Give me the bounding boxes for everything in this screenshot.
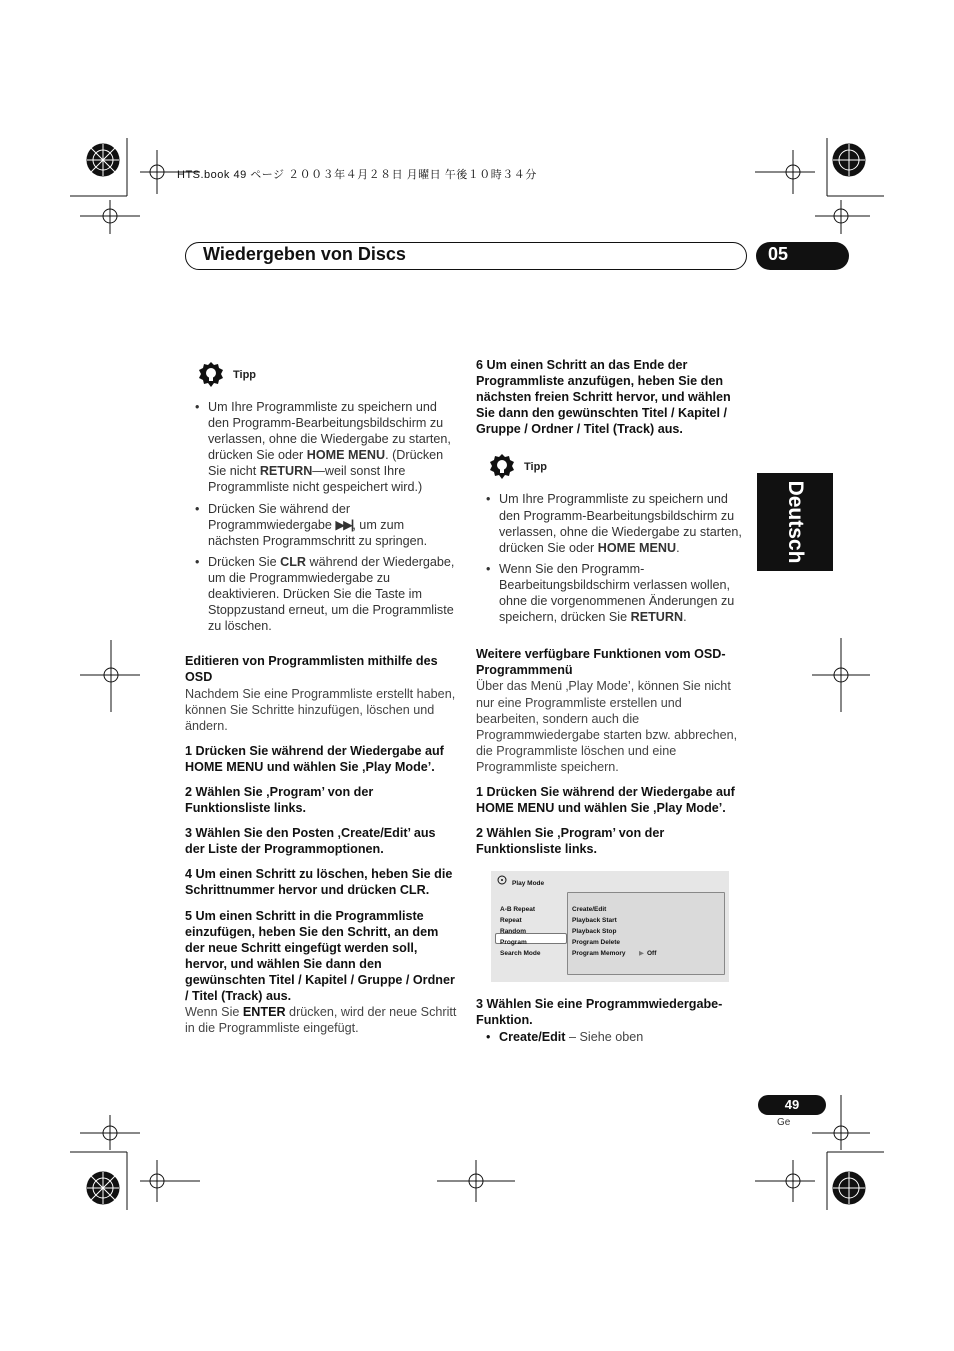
tip-lightbulb-icon	[488, 453, 516, 481]
osd-left-item-selected: Program	[500, 939, 527, 947]
chapter-number: 05	[756, 242, 849, 270]
step-5: 5 Um einen Schritt in die Programmliste einzufügen, heben Sie den Schritt, an dem der neue Schritt eingefügt werden soll, hervor, und wählen Sie dann den gewünschten Titel / Kapitel / Gruppe / Ordner / Titel (Track) aus.	[185, 908, 455, 1003]
osd-left-item: Search Mode	[500, 950, 541, 958]
osd-right-item: Program Delete	[572, 939, 621, 947]
section-intro: Über das Menü ‚Play Mode’, können Sie nicht nur eine Programmliste erstellen und bearbeiten, sondern auch die Programmwiedergabe starten bzw. abbrechen, die Programmliste löschen und eine Programmliste speichern.	[476, 679, 738, 774]
step-1: 1 Drücken Sie während der Wiedergabe auf HOME MENU und wählen Sie ‚Play Mode’.	[185, 743, 444, 774]
osd-left-item: Random	[500, 928, 526, 936]
step-1: 1 Drücken Sie während der Wiedergabe auf HOME MENU und wählen Sie ‚Play Mode’.	[476, 784, 735, 816]
osd-memory-value: Off	[647, 950, 657, 958]
osd-title: Play Mode	[512, 880, 545, 888]
step-2: 2 Wählen Sie ‚Program’ von der Funktionsliste links.	[476, 826, 665, 857]
step-3-bullet: • Create/Edit – Siehe oben	[476, 1029, 744, 1045]
step-4: 4 Um einen Schritt zu löschen, heben Sie die Schrittnummer hervor und drücken CLR.	[185, 867, 453, 898]
tip-bullet: • Drücken Sie während der Programmwiedergabe ▶▶|, um zum nächsten Programmschritt zu springen.	[185, 501, 457, 549]
tip-bullet: • Um Ihre Programmliste zu speichern und den Programm-Bearbeitungsbildschirm zu verlassen, ohne die Wiedergabe zu starten, drücken Sie oder HOME MENU.	[476, 491, 744, 555]
language-side-tab	[757, 473, 833, 571]
osd-right-item: Playback Start	[572, 917, 617, 925]
triangle-right-icon: ▶	[639, 950, 644, 958]
section-heading: Weitere verfügbare Funktionen vom OSD-Programmmenü	[476, 647, 726, 678]
disc-icon	[497, 875, 509, 885]
page-language-code: Ge	[777, 1117, 791, 1128]
section-heading: Editieren von Programmlisten mithilfe des OSD	[185, 654, 438, 685]
step-2: 2 Wählen Sie ‚Program’ von der Funktionsliste links.	[185, 784, 374, 816]
language-tab-label: Deutsch	[784, 480, 807, 564]
step-5-note: Wenn Sie ENTER drücken, wird der neue Schritt in die Programmliste eingefügt.	[185, 1005, 457, 1036]
tip-label: Tipp	[233, 368, 257, 381]
section-intro: Nachdem Sie eine Programmliste erstellt haben, können Sie Schritte hinzufügen, löschen und ändern.	[185, 686, 456, 733]
page-number: 49	[758, 1095, 826, 1115]
osd-play-mode-screenshot	[491, 871, 729, 982]
osd-right-item: Program Memory	[572, 950, 626, 958]
step-3: 3 Wählen Sie eine Programmwiedergabe-Funktion.	[476, 997, 723, 1028]
osd-left-item: Repeat	[500, 917, 522, 925]
tip-label: Tipp	[524, 461, 548, 474]
osd-right-item: Playback Stop	[572, 928, 617, 936]
step-3: 3 Wählen Sie den Posten ‚Create/Edit’ aus der Liste der Programmoptionen.	[185, 826, 436, 857]
osd-left-item: A-B Repeat	[500, 906, 536, 914]
right-column	[476, 357, 744, 1050]
chapter-title: Wiedergeben von Discs	[203, 244, 406, 264]
left-column	[185, 361, 457, 1036]
next-track-icon: ▶▶|	[335, 517, 353, 532]
tip-bullet: • Drücken Sie CLR während der Wiedergabe, um die Programmwiedergabe zu deaktivieren. Drücken Sie die Taste im Stoppzustand erneut, um die Programmliste zu löschen.	[185, 554, 457, 634]
tip-bullet: • Um Ihre Programmliste zu speichern und den Programm-Bearbeitungsbildschirm zu verlassen, ohne die Wiedergabe zu starten, drücken Sie oder HOME MENU. (Drücken Sie nicht RETURN—weil sonst Ihre Programmliste nicht gespeichert wird.)	[185, 399, 457, 496]
osd-right-item: Create/Edit	[572, 906, 607, 914]
tip-lightbulb-icon	[197, 361, 225, 389]
print-file-info: HTS.book 49 ページ ２００３年４月２８日 月曜日 午後１０時３４分	[177, 169, 537, 181]
step-6: 6 Um einen Schritt an das Ende der Programmliste anzufügen, heben Sie den nächsten freien Schritt hervor, und wählen Sie dann den gewünschten Titel / Kapitel / Gruppe / Ordner / Titel (Track) aus.	[476, 358, 731, 437]
tip-bullet: • Wenn Sie den Programm-Bearbeitungsbildschirm verlassen wollen, ohne die vorgenommenen Änderungen zu speichern, drücken Sie RETURN.	[476, 561, 744, 625]
